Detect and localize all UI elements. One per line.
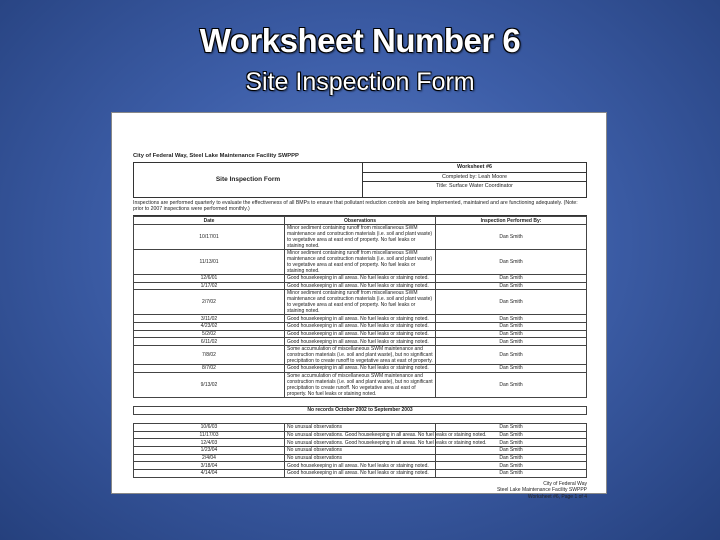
- table-row: [134, 431, 587, 439]
- document-image: [112, 113, 606, 501]
- row-observation: No unusual observations: [285, 423, 436, 431]
- footer-line: Steel Lake Maintenance Facility SWPPP: [496, 487, 587, 494]
- title-line: Title: Surface Water Coordinator: [436, 183, 513, 189]
- col-date: Date: [134, 217, 285, 225]
- table-row: [134, 225, 587, 250]
- row-inspector: Dan Smith: [436, 365, 587, 373]
- row-observation: Good housekeeping in all areas. No fuel leaks or staining noted.: [285, 365, 436, 373]
- row-date: 11/17/03: [134, 431, 285, 439]
- form-title: Site Inspection Form: [134, 163, 363, 197]
- row-date: 10/6/03: [134, 423, 285, 431]
- inspection-table: [133, 216, 587, 478]
- table-row: [134, 365, 587, 373]
- worksheet-label: Worksheet #6: [363, 163, 586, 173]
- row-inspector: Dan Smith: [436, 323, 587, 331]
- row-inspector: Dan Smith: [436, 250, 587, 275]
- row-inspector: Dan Smith: [436, 454, 587, 462]
- row-observation: Minor sediment containing runoff from miscellaneous SWM maintenance and construction materials (i.e. soil and plant waste) to vegetative area at east end of property. No fuel leaks or staining noted.: [285, 250, 436, 275]
- table-row: [134, 423, 587, 431]
- row-inspector: Dan Smith: [436, 446, 587, 454]
- row-observation: Some accumulation of miscellaneous SWM maintenance and construction materials (i.e. soil and plant waste), but no significant precipitation to create runoff to vegetative area at east of property.: [285, 346, 436, 365]
- row-observation: No unusual observations. Good housekeeping in all areas. No fuel leaks or staining noted.: [285, 439, 436, 447]
- row-observation: Some accumulation of miscellaneous SWM maintenance and construction materials (i.e. soil and plant waste), but no significant precipitation to create runoff. No vegetative area at east of property. No fuel leaks or staining noted.: [285, 372, 436, 397]
- row-inspector: Dan Smith: [436, 282, 587, 290]
- row-date: 4/23/02: [134, 323, 285, 331]
- table-row: [134, 338, 587, 346]
- row-date: 11/13/01: [134, 250, 285, 275]
- intro-text: Inspections are performed quarterly to evaluate the effectiveness of all BMPs to ensure that pollutant reduction controls are being implemented, maintained and are functioning adequately. (Note: prior to 2007 inspections were performed monthly.): [133, 200, 587, 216]
- row-date: 6/11/02: [134, 338, 285, 346]
- row-inspector: Dan Smith: [436, 439, 587, 447]
- row-date: 1/23/04: [134, 446, 285, 454]
- table-row: [134, 372, 587, 397]
- row-observation: Good housekeeping in all areas. No fuel leaks or staining noted.: [285, 462, 436, 470]
- form-header-box: [133, 162, 587, 198]
- row-observation: Good housekeeping in all areas. No fuel leaks or staining noted.: [285, 338, 436, 346]
- row-observation: Good housekeeping in all areas. No fuel leaks or staining noted.: [285, 282, 436, 290]
- row-observation: No unusual observations: [285, 446, 436, 454]
- row-date: 10/17/01: [134, 225, 285, 250]
- footer-line: City of Federal Way: [543, 480, 587, 487]
- row-date: 3/11/02: [134, 315, 285, 323]
- table-row: [134, 462, 587, 470]
- row-inspector: Dan Smith: [436, 330, 587, 338]
- row-inspector: Dan Smith: [436, 338, 587, 346]
- row-inspector: Dan Smith: [436, 346, 587, 365]
- row-date: 8/7/02: [134, 365, 285, 373]
- col-observations: Observations: [285, 217, 436, 225]
- table-gap: [134, 414, 587, 423]
- table-row: [134, 323, 587, 331]
- table-row: [134, 346, 587, 365]
- row-date: 1/17/02: [134, 282, 285, 290]
- row-observation: Minor sediment containing runoff from miscellaneous SWM maintenance and construction materials (i.e. soil and plant waste) to vegetative area at east end of property. No fuel leaks or staining noted.: [285, 225, 436, 250]
- form-page: [133, 153, 587, 501]
- row-date: 3/18/04: [134, 462, 285, 470]
- row-date: 2/7/02: [134, 290, 285, 315]
- row-inspector: Dan Smith: [436, 372, 587, 397]
- row-observation: No unusual observations. Good housekeeping in all areas. No fuel leaks or staining noted.: [285, 431, 436, 439]
- row-inspector: Dan Smith: [436, 315, 587, 323]
- page-footer: [133, 481, 587, 501]
- row-observation: Good housekeeping in all areas. No fuel leaks or staining noted.: [285, 323, 436, 331]
- table-row: [134, 250, 587, 275]
- row-date: 2/4/04: [134, 454, 285, 462]
- row-date: 5/2/02: [134, 330, 285, 338]
- row-date: 12/6/01: [134, 275, 285, 283]
- row-observation: Good housekeeping in all areas. No fuel leaks or staining noted.: [285, 469, 436, 477]
- table-row: [134, 315, 587, 323]
- table-row: [134, 290, 587, 315]
- col-inspector: Inspection Performed By:: [436, 217, 587, 225]
- table-row: [134, 275, 587, 283]
- row-observation: Good housekeeping in all areas. No fuel leaks or staining noted.: [285, 330, 436, 338]
- row-date: 12/4/03: [134, 439, 285, 447]
- table-row: [134, 469, 587, 477]
- completed-by: Completed by: Leah Moore: [363, 173, 586, 183]
- table-gap: [134, 397, 587, 406]
- slide-title: Worksheet Number 6: [199, 22, 521, 59]
- org-line: City of Federal Way, Steel Lake Maintenance Facility SWPPP: [133, 153, 299, 159]
- table-row: [134, 330, 587, 338]
- row-date: 9/13/02: [134, 372, 285, 397]
- row-inspector: Dan Smith: [436, 290, 587, 315]
- row-inspector: Dan Smith: [436, 431, 587, 439]
- row-observation: No unusual observations: [285, 454, 436, 462]
- row-inspector: Dan Smith: [436, 469, 587, 477]
- row-inspector: Dan Smith: [436, 423, 587, 431]
- row-observation: Minor sediment containing runoff from miscellaneous SWM maintenance and construction materials (i.e. soil and plant waste) to vegetative area at east end of property. No fuel leaks or staining noted.: [285, 290, 436, 315]
- row-inspector: Dan Smith: [436, 462, 587, 470]
- row-inspector: Dan Smith: [436, 225, 587, 250]
- slide-subtitle: Site Inspection Form: [245, 68, 475, 96]
- row-inspector: Dan Smith: [436, 275, 587, 283]
- table-row: [134, 282, 587, 290]
- row-date: 7/8/02: [134, 346, 285, 365]
- form-meta: [363, 163, 586, 197]
- table-row: [134, 454, 587, 462]
- no-records-note: No records October 2002 to September 2003: [134, 406, 587, 414]
- table-row: [134, 446, 587, 454]
- row-observation: Good housekeeping in all areas. No fuel leaks or staining noted.: [285, 315, 436, 323]
- row-date: 4/14/04: [134, 469, 285, 477]
- table-row: [134, 439, 587, 447]
- footer-line: Worksheet #6, Page 1 of 4: [527, 494, 587, 501]
- row-observation: Good housekeeping in all areas. No fuel leaks or staining noted.: [285, 275, 436, 283]
